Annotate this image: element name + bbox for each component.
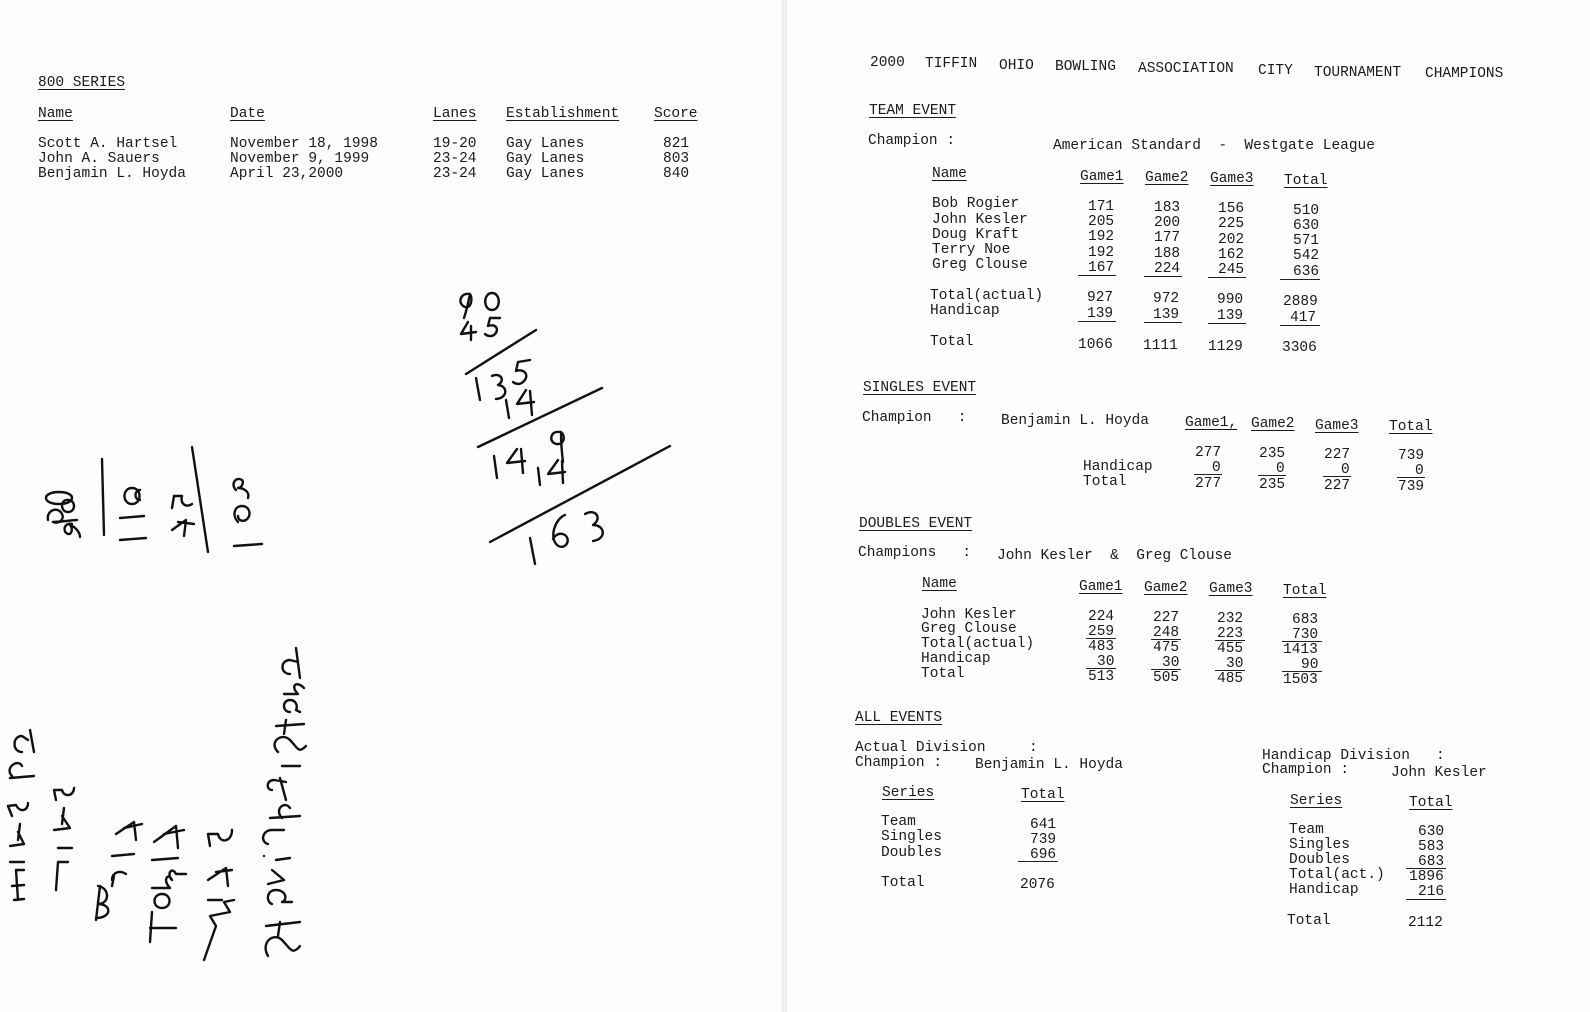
- singles-col-game1: Game1,: [1185, 415, 1238, 431]
- doubles-col-game1: Game1: [1079, 579, 1123, 595]
- actual-champion-label: Champion :: [855, 755, 943, 771]
- sum-rule: [1280, 325, 1320, 326]
- series-800-heading: 800 SERIES: [38, 75, 126, 91]
- doubles-row-name: Total(actual): [921, 636, 1035, 652]
- sum-rule: [1258, 475, 1286, 476]
- team-champion-label: Champion :: [868, 133, 956, 149]
- singles-total: 739: [1398, 448, 1425, 464]
- handicap-grand-total: 2112: [1408, 915, 1443, 931]
- row-name: John A. Sauers: [38, 151, 160, 167]
- handicap-series: Total(act.): [1289, 867, 1385, 883]
- singles-g1: 277: [1195, 445, 1222, 461]
- handicap-series-total: 683: [1418, 854, 1445, 870]
- singles-col-total: Total: [1389, 419, 1433, 435]
- sum-rule: [1208, 323, 1246, 324]
- sum-rule: [1078, 275, 1116, 276]
- actual-series: Team: [881, 814, 916, 830]
- actual-total-label: Total: [881, 875, 925, 891]
- team-total: 630: [1293, 218, 1320, 234]
- singles-g3: 227: [1324, 447, 1351, 463]
- team-handicap-g2: 139: [1153, 307, 1180, 323]
- row-score: 840: [663, 166, 690, 182]
- team-col-total: Total: [1284, 173, 1328, 189]
- team-player-name: Greg Clouse: [932, 257, 1028, 273]
- doubles-row-name: Greg Clouse: [921, 621, 1017, 637]
- handicap-series: Singles: [1289, 837, 1350, 853]
- title-word: 2000: [870, 55, 905, 71]
- sum-rule: [1144, 276, 1182, 277]
- actual-series: Singles: [881, 829, 942, 845]
- handicap-series-total: 216: [1418, 884, 1445, 900]
- team-player-name: Doug Kraft: [932, 227, 1020, 243]
- singles-handicap-total: 0: [1415, 463, 1424, 479]
- doubles-total: 90: [1301, 657, 1319, 673]
- singles-champion: Benjamin L. Hoyda: [1001, 413, 1149, 429]
- sum-rule: [1078, 321, 1116, 322]
- actual-series-total: 696: [1030, 847, 1057, 863]
- row-date: November 18, 1998: [230, 136, 378, 152]
- team-handicap-g3: 139: [1217, 308, 1244, 324]
- team-g3: 202: [1218, 232, 1245, 248]
- team-g2: 224: [1154, 261, 1181, 277]
- team-actual-g1: 927: [1087, 290, 1114, 306]
- row-establishment: Gay Lanes: [506, 151, 585, 167]
- row-score: 821: [663, 136, 690, 152]
- handicap-series: Team: [1289, 822, 1324, 838]
- sum-rule: [1280, 279, 1320, 280]
- sum-rule: [1144, 322, 1182, 323]
- row-date: April 23,2000: [230, 166, 344, 182]
- team-col-game3: Game3: [1210, 171, 1254, 187]
- team-g2: 200: [1154, 215, 1181, 231]
- doubles-row-name: John Kesler: [921, 607, 1017, 623]
- team-g3: 156: [1218, 201, 1245, 217]
- actual-series-total: 739: [1030, 832, 1057, 848]
- team-g1: 205: [1088, 214, 1115, 230]
- doubles-g2: 30: [1162, 655, 1180, 671]
- doubles-col-game3: Game3: [1209, 581, 1253, 597]
- team-total: 636: [1293, 264, 1320, 280]
- handwritten-notes-column: [8, 648, 306, 960]
- doubles-total: 683: [1292, 612, 1319, 628]
- team-handicap-g1: 139: [1087, 306, 1114, 322]
- doubles-event-heading: DOUBLES EVENT: [859, 516, 973, 532]
- col-lanes-header: Lanes: [433, 106, 477, 122]
- handicap-series-total: 583: [1418, 839, 1445, 855]
- title-word: CITY: [1258, 63, 1293, 79]
- doubles-g3: 485: [1217, 671, 1244, 687]
- doubles-g2: 227: [1153, 610, 1180, 626]
- team-g2: 177: [1154, 230, 1181, 246]
- team-event-heading: TEAM EVENT: [869, 103, 957, 119]
- handicap-division-label: Handicap Division :: [1262, 748, 1445, 764]
- team-g2: 188: [1154, 246, 1181, 262]
- doubles-g3: 455: [1217, 641, 1244, 657]
- doubles-g3: 223: [1217, 626, 1244, 642]
- sum-rule: [1018, 861, 1058, 862]
- doubles-total: 1503: [1283, 672, 1318, 688]
- doubles-g1: 224: [1088, 609, 1115, 625]
- doubles-g1: 483: [1088, 639, 1115, 655]
- team-actual-g3: 990: [1217, 292, 1244, 308]
- row-lanes: 23-24: [433, 151, 477, 167]
- team-champion: American Standard - Westgate League: [1053, 138, 1375, 154]
- handicap-col-series: Series: [1290, 793, 1343, 809]
- all-events-heading: ALL EVENTS: [855, 710, 943, 726]
- row-score: 803: [663, 151, 690, 167]
- team-grand-total-label: Total: [930, 334, 974, 350]
- doubles-g1: 513: [1088, 669, 1115, 685]
- singles-handicap-g2: 0: [1276, 461, 1285, 477]
- team-total: 510: [1293, 203, 1320, 219]
- title-word: TIFFIN: [925, 56, 978, 72]
- title-word: OHIO: [999, 58, 1034, 74]
- handicap-series: Handicap: [1289, 882, 1359, 898]
- singles-handicap-g1: 0: [1212, 460, 1221, 476]
- doubles-g3: 30: [1226, 656, 1244, 672]
- singles-col-game3: Game3: [1315, 418, 1359, 434]
- team-g1: 167: [1088, 260, 1115, 276]
- team-total: 542: [1293, 248, 1320, 264]
- actual-col-total: Total: [1021, 787, 1065, 803]
- title-word: BOWLING: [1055, 59, 1116, 75]
- doubles-g1: 259: [1088, 624, 1115, 640]
- doubles-g1: 30: [1097, 654, 1115, 670]
- singles-total-g2: 235: [1259, 477, 1286, 493]
- doubles-g2: 248: [1153, 625, 1180, 641]
- row-establishment: Gay Lanes: [506, 166, 585, 182]
- singles-total-label: Total: [1083, 474, 1127, 490]
- team-g3: 245: [1218, 262, 1245, 278]
- title-word: CHAMPIONS: [1425, 66, 1504, 82]
- handicap-col-total: Total: [1409, 795, 1453, 811]
- col-establishment-header: Establishment: [506, 106, 620, 122]
- sum-rule: [1194, 474, 1222, 475]
- handicap-series: Doubles: [1289, 852, 1350, 868]
- sum-rule: [1208, 277, 1246, 278]
- handicap-series-total: 630: [1418, 824, 1445, 840]
- doubles-col-game2: Game2: [1144, 580, 1188, 596]
- team-grand-total-g1: 1066: [1078, 337, 1113, 353]
- team-player-name: Terry Noe: [932, 242, 1011, 258]
- handicap-total-label: Total: [1287, 913, 1331, 929]
- row-establishment: Gay Lanes: [506, 136, 585, 152]
- doubles-g2: 475: [1153, 640, 1180, 656]
- handwritten-sum-center: [460, 293, 670, 564]
- team-total: 571: [1293, 233, 1320, 249]
- doubles-champion-label: Champions :: [858, 545, 972, 561]
- team-player-name: Bob Rogier: [932, 196, 1020, 212]
- doubles-col-name: Name: [922, 576, 957, 592]
- singles-event-heading: SINGLES EVENT: [863, 380, 977, 396]
- handicap-champion: John Kesler: [1391, 765, 1487, 781]
- doubles-g2: 505: [1153, 670, 1180, 686]
- singles-total-g3: 227: [1324, 478, 1351, 494]
- team-g1: 171: [1088, 199, 1115, 215]
- sum-rule: [1397, 477, 1425, 478]
- doubles-total: 1413: [1283, 642, 1318, 658]
- singles-champion-label: Champion :: [862, 410, 967, 426]
- col-date-header: Date: [230, 106, 265, 122]
- singles-handicap-g3: 0: [1341, 462, 1350, 478]
- doubles-total: 730: [1292, 627, 1319, 643]
- handwritten-sum-left: [46, 447, 262, 552]
- team-g2: 183: [1154, 200, 1181, 216]
- col-score-header: Score: [654, 106, 698, 122]
- actual-series: Doubles: [881, 845, 942, 861]
- team-actual-g2: 972: [1153, 291, 1180, 307]
- handicap-champion-label: Champion :: [1262, 762, 1350, 778]
- team-col-game1: Game1: [1080, 169, 1124, 185]
- team-g1: 192: [1088, 229, 1115, 245]
- sum-rule: [1406, 899, 1446, 900]
- team-grand-total-g3: 1129: [1208, 339, 1243, 355]
- row-name: Scott A. Hartsel: [38, 136, 178, 152]
- doubles-g3: 232: [1217, 611, 1244, 627]
- doubles-col-total: Total: [1283, 583, 1327, 599]
- team-handicap-total: 417: [1290, 310, 1317, 326]
- row-lanes: 19-20: [433, 136, 477, 152]
- col-name-header: Name: [38, 106, 73, 122]
- team-col-name: Name: [932, 166, 967, 182]
- doubles-row-name: Handicap: [921, 651, 991, 667]
- doubles-row-name: Total: [921, 666, 965, 682]
- team-g3: 162: [1218, 247, 1245, 263]
- team-col-game2: Game2: [1145, 170, 1189, 186]
- team-actual-total: 2889: [1283, 294, 1318, 310]
- singles-grand-total: 739: [1398, 479, 1425, 495]
- singles-col-game2: Game2: [1251, 416, 1295, 432]
- team-grand-total-g2: 1111: [1143, 338, 1178, 354]
- actual-champion: Benjamin L. Hoyda: [975, 757, 1123, 773]
- actual-division-label: Actual Division :: [855, 740, 1038, 756]
- singles-handicap-label: Handicap: [1083, 459, 1153, 475]
- row-name: Benjamin L. Hoyda: [38, 166, 186, 182]
- row-lanes: 23-24: [433, 166, 477, 182]
- doubles-champions: John Kesler & Greg Clouse: [997, 548, 1232, 564]
- title-word: ASSOCIATION: [1138, 61, 1234, 77]
- handicap-series-total: 1896: [1409, 869, 1444, 885]
- title-word: TOURNAMENT: [1314, 65, 1402, 81]
- actual-series-total: 641: [1030, 817, 1057, 833]
- team-handicap-label: Handicap: [930, 303, 1000, 319]
- team-player-name: John Kesler: [932, 212, 1028, 228]
- team-g1: 192: [1088, 245, 1115, 261]
- team-grand-total: 3306: [1282, 340, 1317, 356]
- team-actual-label: Total(actual): [930, 288, 1044, 304]
- actual-grand-total: 2076: [1020, 877, 1055, 893]
- singles-g2: 235: [1259, 446, 1286, 462]
- actual-col-series: Series: [882, 785, 935, 801]
- row-date: November 9, 1999: [230, 151, 370, 167]
- sum-rule: [1323, 476, 1351, 477]
- singles-total-g1: 277: [1195, 476, 1222, 492]
- team-g3: 225: [1218, 216, 1245, 232]
